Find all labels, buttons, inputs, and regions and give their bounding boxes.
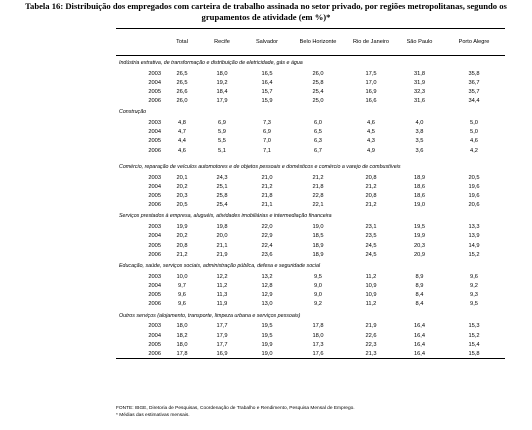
table-title (0, 1, 532, 23)
value-cell: 19,5 (261, 332, 273, 339)
value-cell: 23,5 (365, 233, 377, 240)
value-cell: 18,2 (176, 332, 188, 339)
table-row (116, 146, 505, 155)
table-row (116, 349, 505, 358)
value-cell: 10,0 (176, 273, 188, 280)
value-cell: 5,0 (470, 129, 478, 136)
value-cell: 10,9 (365, 292, 377, 299)
value-cell: 22,3 (365, 341, 377, 348)
year-cell: 2006 (148, 350, 161, 357)
value-cell: 36,7 (468, 79, 480, 86)
table-row (116, 272, 505, 281)
value-cell: 19,9 (261, 341, 273, 348)
value-cell: 21,1 (261, 202, 273, 209)
value-cell: 26,5 (176, 70, 188, 77)
table-row (116, 250, 505, 259)
value-cell: 24,5 (365, 242, 377, 249)
year-cell: 2006 (148, 147, 161, 154)
value-cell: 16,4 (413, 332, 426, 339)
section-label-text: Comércio, reparação de veículos automotores e de objetos pessoais e domésticos e comércio a varejo de combustíveis (119, 163, 401, 170)
value-cell: 9,5 (470, 301, 478, 308)
value-cell: 9,5 (314, 273, 322, 280)
value-cell: 13,9 (468, 233, 480, 240)
year-cell: 2005 (148, 138, 161, 145)
header-sao-paulo: São Paulo (406, 38, 433, 45)
value-cell: 18,0 (216, 70, 228, 77)
value-cell: 14,9 (468, 242, 480, 249)
value-cell: 35,8 (468, 70, 480, 77)
value-cell: 16,6 (365, 97, 377, 104)
table-row (116, 182, 505, 191)
value-cell: 25,4 (216, 202, 228, 209)
value-cell: 24,3 (216, 174, 228, 181)
value-cell: 20,2 (176, 233, 188, 240)
section-label-educacao-saude (116, 259, 505, 269)
value-cell: 4,2 (470, 147, 478, 154)
table-title-line-2: grupamentos de atividade (em %)* (201, 12, 331, 22)
value-cell: 17,9 (216, 332, 228, 339)
value-cell: 20,3 (413, 242, 426, 249)
value-cell: 5,5 (218, 138, 226, 145)
value-cell: 15,4 (468, 341, 480, 348)
value-cell: 21,2 (261, 183, 273, 190)
table-row (116, 322, 505, 331)
year-cell: 2003 (148, 120, 161, 127)
value-cell: 17,3 (312, 341, 324, 348)
value-cell: 32,3 (413, 88, 426, 95)
value-cell: 20,1 (176, 174, 188, 181)
value-cell: 11,3 (216, 292, 228, 299)
section-label-industria (116, 56, 505, 66)
value-cell: 20,3 (176, 192, 188, 199)
value-cell: 16,4 (413, 323, 426, 330)
value-cell: 21,3 (365, 350, 377, 357)
value-cell: 19,0 (261, 350, 273, 357)
value-cell: 16,9 (216, 350, 228, 357)
value-cell: 16,4 (261, 79, 273, 86)
year-cell: 2006 (148, 251, 161, 258)
value-cell: 11,2 (365, 273, 377, 280)
year-cell: 2004 (148, 282, 161, 289)
value-cell: 18,4 (216, 88, 228, 95)
value-cell: 26,0 (312, 70, 324, 77)
value-cell: 4,7 (178, 129, 186, 136)
value-cell: 19,0 (413, 202, 426, 209)
value-cell: 4,6 (178, 147, 186, 154)
table-row (116, 232, 505, 241)
value-cell: 21,8 (261, 192, 273, 199)
year-cell: 2003 (148, 70, 161, 77)
value-cell: 20,9 (413, 251, 426, 258)
value-cell: 23,1 (365, 224, 377, 231)
value-cell: 15,2 (468, 332, 480, 339)
value-cell: 19,6 (468, 192, 480, 199)
value-cell: 11,2 (365, 301, 377, 308)
value-cell: 19,9 (176, 224, 188, 231)
header-salvador: Salvador (255, 38, 279, 45)
value-cell: 17,7 (216, 323, 228, 330)
table-notes (116, 405, 516, 419)
year-cell: 2005 (148, 192, 161, 199)
value-cell: 12,8 (261, 282, 273, 289)
value-cell: 22,8 (312, 192, 324, 199)
year-cell: 2006 (148, 202, 161, 209)
value-cell: 9,2 (470, 282, 478, 289)
value-cell: 9,3 (470, 292, 478, 299)
table-row (116, 340, 505, 349)
year-cell: 2003 (148, 224, 161, 231)
value-cell: 15,2 (468, 251, 480, 258)
value-cell: 34,4 (468, 97, 480, 104)
value-cell: 25,8 (312, 79, 324, 86)
value-cell: 13,3 (468, 224, 480, 231)
year-cell: 2005 (148, 242, 161, 249)
value-cell: 20,5 (468, 174, 480, 181)
value-cell: 19,5 (261, 323, 273, 330)
value-cell: 3,8 (415, 129, 424, 136)
value-cell: 15,8 (468, 350, 480, 357)
year-cell: 2004 (148, 332, 161, 339)
value-cell: 21,2 (176, 251, 188, 258)
header-porto-alegre: Porto Alegre (458, 38, 490, 45)
value-cell: 15,9 (261, 97, 273, 104)
value-cell: 26,5 (176, 79, 188, 86)
table-row (116, 241, 505, 250)
year-cell: 2004 (148, 129, 161, 136)
value-cell: 4,0 (415, 120, 424, 127)
value-cell: 21,2 (365, 183, 377, 190)
value-cell: 8,4 (415, 292, 424, 299)
table-row (116, 69, 505, 78)
value-cell: 21,0 (261, 174, 273, 181)
value-cell: 21,2 (365, 202, 377, 209)
table-header (116, 29, 505, 56)
value-cell: 19,6 (468, 183, 480, 190)
value-cell: 18,0 (312, 332, 324, 339)
value-cell: 22,6 (365, 332, 377, 339)
year-cell: 2004 (148, 79, 161, 86)
value-cell: 15,7 (261, 88, 273, 95)
value-cell: 6,9 (218, 120, 226, 127)
value-cell: 4,6 (470, 138, 478, 145)
value-cell: 9,2 (314, 301, 322, 308)
value-cell: 21,2 (312, 174, 324, 181)
value-cell: 21,9 (216, 251, 228, 258)
value-cell: 15,3 (468, 323, 480, 330)
value-cell: 8,4 (415, 301, 424, 308)
value-cell: 6,7 (314, 147, 322, 154)
value-cell: 18,9 (413, 174, 426, 181)
value-cell: 23,6 (261, 251, 273, 258)
value-cell: 17,0 (365, 79, 377, 86)
value-cell: 31,9 (413, 79, 426, 86)
year-cell: 2005 (148, 341, 161, 348)
table-row (116, 281, 505, 290)
value-cell: 5,0 (470, 120, 478, 127)
table-row (116, 119, 505, 128)
value-cell: 10,9 (365, 282, 377, 289)
value-cell: 21,9 (365, 323, 377, 330)
value-cell: 24,5 (365, 251, 377, 258)
year-cell: 2006 (148, 97, 161, 104)
value-cell: 20,8 (365, 192, 377, 199)
value-cell: 22,9 (261, 233, 273, 240)
value-cell: 20,8 (365, 174, 377, 181)
value-cell: 6,3 (314, 138, 322, 145)
value-cell: 5,9 (218, 129, 226, 136)
value-cell: 7,3 (263, 120, 271, 127)
value-cell: 7,1 (263, 147, 271, 154)
table-row (116, 96, 505, 105)
footnote: * Médias das estimativas mensais. (116, 413, 190, 418)
year-cell: 2005 (148, 292, 161, 299)
value-cell: 21,8 (312, 183, 324, 190)
value-cell: 17,9 (216, 97, 228, 104)
header-total: Total (176, 38, 188, 45)
table-row (116, 201, 505, 210)
value-cell: 8,9 (415, 282, 424, 289)
value-cell: 4,8 (178, 120, 186, 127)
value-cell: 11,9 (216, 301, 228, 308)
section-label-construcao (116, 106, 505, 116)
section-label-comercio (116, 155, 505, 170)
section-label-text: Outros serviços (alojamento, transporte, limpeza urbana e serviços pessoais) (119, 312, 301, 319)
value-cell: 6,0 (314, 120, 322, 127)
value-cell: 22,4 (261, 242, 273, 249)
value-cell: 9,6 (178, 292, 186, 299)
source-note: FONTE: IBGE, Diretoria de Pesquisas, Coordenação de Trabalho e Rendimento, Pesquisa Mensal de Emprego. (116, 406, 355, 411)
value-cell: 16,4 (413, 350, 426, 357)
value-cell: 25,4 (312, 88, 324, 95)
value-cell: 19,5 (413, 224, 426, 231)
section-label-text: Construção (119, 109, 147, 116)
value-cell: 17,5 (365, 70, 377, 77)
value-cell: 18,6 (413, 183, 426, 190)
value-cell: 16,4 (413, 341, 426, 348)
value-cell: 3,5 (415, 138, 424, 145)
value-cell: 19,0 (312, 224, 324, 231)
value-cell: 25,8 (216, 192, 228, 199)
table-body (116, 56, 505, 358)
value-cell: 11,2 (216, 282, 228, 289)
value-cell: 6,5 (314, 129, 322, 136)
header-recife: Recife (214, 38, 230, 45)
value-cell: 9,0 (314, 282, 322, 289)
value-cell: 20,6 (468, 202, 480, 209)
year-cell: 2003 (148, 323, 161, 330)
value-cell: 22,0 (261, 224, 273, 231)
value-cell: 18,0 (176, 323, 188, 330)
header-rio-de-janeiro: Rio de Janeiro (352, 38, 390, 45)
value-cell: 35,7 (468, 88, 480, 95)
value-cell: 26,6 (176, 88, 188, 95)
value-cell: 4,6 (367, 120, 375, 127)
value-cell: 20,5 (176, 202, 188, 209)
value-cell: 31,8 (413, 70, 426, 77)
value-cell: 17,8 (312, 323, 324, 330)
header-belo-horizonte: Belo Horizonte (299, 38, 337, 45)
table-row (116, 78, 505, 87)
value-cell: 19,2 (216, 79, 228, 86)
section-label-text: Indústria extrativa, de transformação e distribuição de eletricidade, gás e água (119, 59, 303, 66)
value-cell: 20,8 (176, 242, 188, 249)
value-cell: 4,4 (178, 138, 186, 145)
table-row (116, 191, 505, 200)
value-cell: 31,6 (413, 97, 426, 104)
table-row (116, 137, 505, 146)
value-cell: 22,1 (312, 202, 324, 209)
value-cell: 9,7 (178, 282, 186, 289)
value-cell: 18,0 (176, 341, 188, 348)
value-cell: 9,6 (178, 301, 186, 308)
value-cell: 4,3 (367, 138, 375, 145)
year-cell: 2003 (148, 273, 161, 280)
value-cell: 9,0 (314, 292, 322, 299)
value-cell: 4,5 (367, 129, 375, 136)
table-row (116, 300, 505, 309)
value-cell: 18,9 (312, 242, 324, 249)
value-cell: 4,9 (367, 147, 375, 154)
value-cell: 18,5 (312, 233, 324, 240)
table-title-line-1: Tabela 16: Distribuição dos empregados com carteira de trabalho assinada no setor privado, por regiões metropolitanas, segundo os (25, 1, 507, 11)
year-cell: 2003 (148, 174, 161, 181)
value-cell: 18,9 (312, 251, 324, 258)
value-cell: 3,6 (415, 147, 424, 154)
value-cell: 16,5 (261, 70, 273, 77)
value-cell: 12,2 (216, 273, 228, 280)
employment-table (116, 28, 505, 359)
value-cell: 17,6 (312, 350, 324, 357)
value-cell: 20,2 (176, 183, 188, 190)
value-cell: 9,6 (470, 273, 478, 280)
value-cell: 25,0 (312, 97, 324, 104)
value-cell: 20,0 (216, 233, 228, 240)
value-cell: 13,2 (261, 273, 273, 280)
value-cell: 6,9 (263, 129, 271, 136)
value-cell: 18,6 (413, 192, 426, 199)
table-row (116, 173, 505, 182)
section-label-outros-servicos (116, 309, 505, 319)
table-row (116, 223, 505, 232)
value-cell: 25,1 (216, 183, 228, 190)
value-cell: 12,9 (261, 292, 273, 299)
year-cell: 2005 (148, 88, 161, 95)
section-label-text: Serviços prestados à empresa, aluguéis, atividades imobiliárias e intermediação financeira (119, 213, 332, 220)
section-label-servicos-empresa (116, 210, 505, 220)
value-cell: 21,1 (216, 242, 228, 249)
year-cell: 2004 (148, 183, 161, 190)
section-label-text: Educação, saúde, serviços sociais, administração pública, defesa e seguridade social (119, 262, 321, 269)
table-row (116, 331, 505, 340)
table-row (116, 87, 505, 96)
value-cell: 16,9 (365, 88, 377, 95)
value-cell: 7,0 (263, 138, 271, 145)
value-cell: 13,0 (261, 301, 273, 308)
table-row (116, 291, 505, 300)
value-cell: 26,0 (176, 97, 188, 104)
value-cell: 19,8 (216, 224, 228, 231)
value-cell: 8,9 (415, 273, 424, 280)
value-cell: 17,7 (216, 341, 228, 348)
year-cell: 2004 (148, 233, 161, 240)
value-cell: 5,1 (218, 147, 226, 154)
year-cell: 2006 (148, 301, 161, 308)
value-cell: 17,8 (176, 350, 188, 357)
table-row (116, 128, 505, 137)
value-cell: 19,9 (413, 233, 426, 240)
